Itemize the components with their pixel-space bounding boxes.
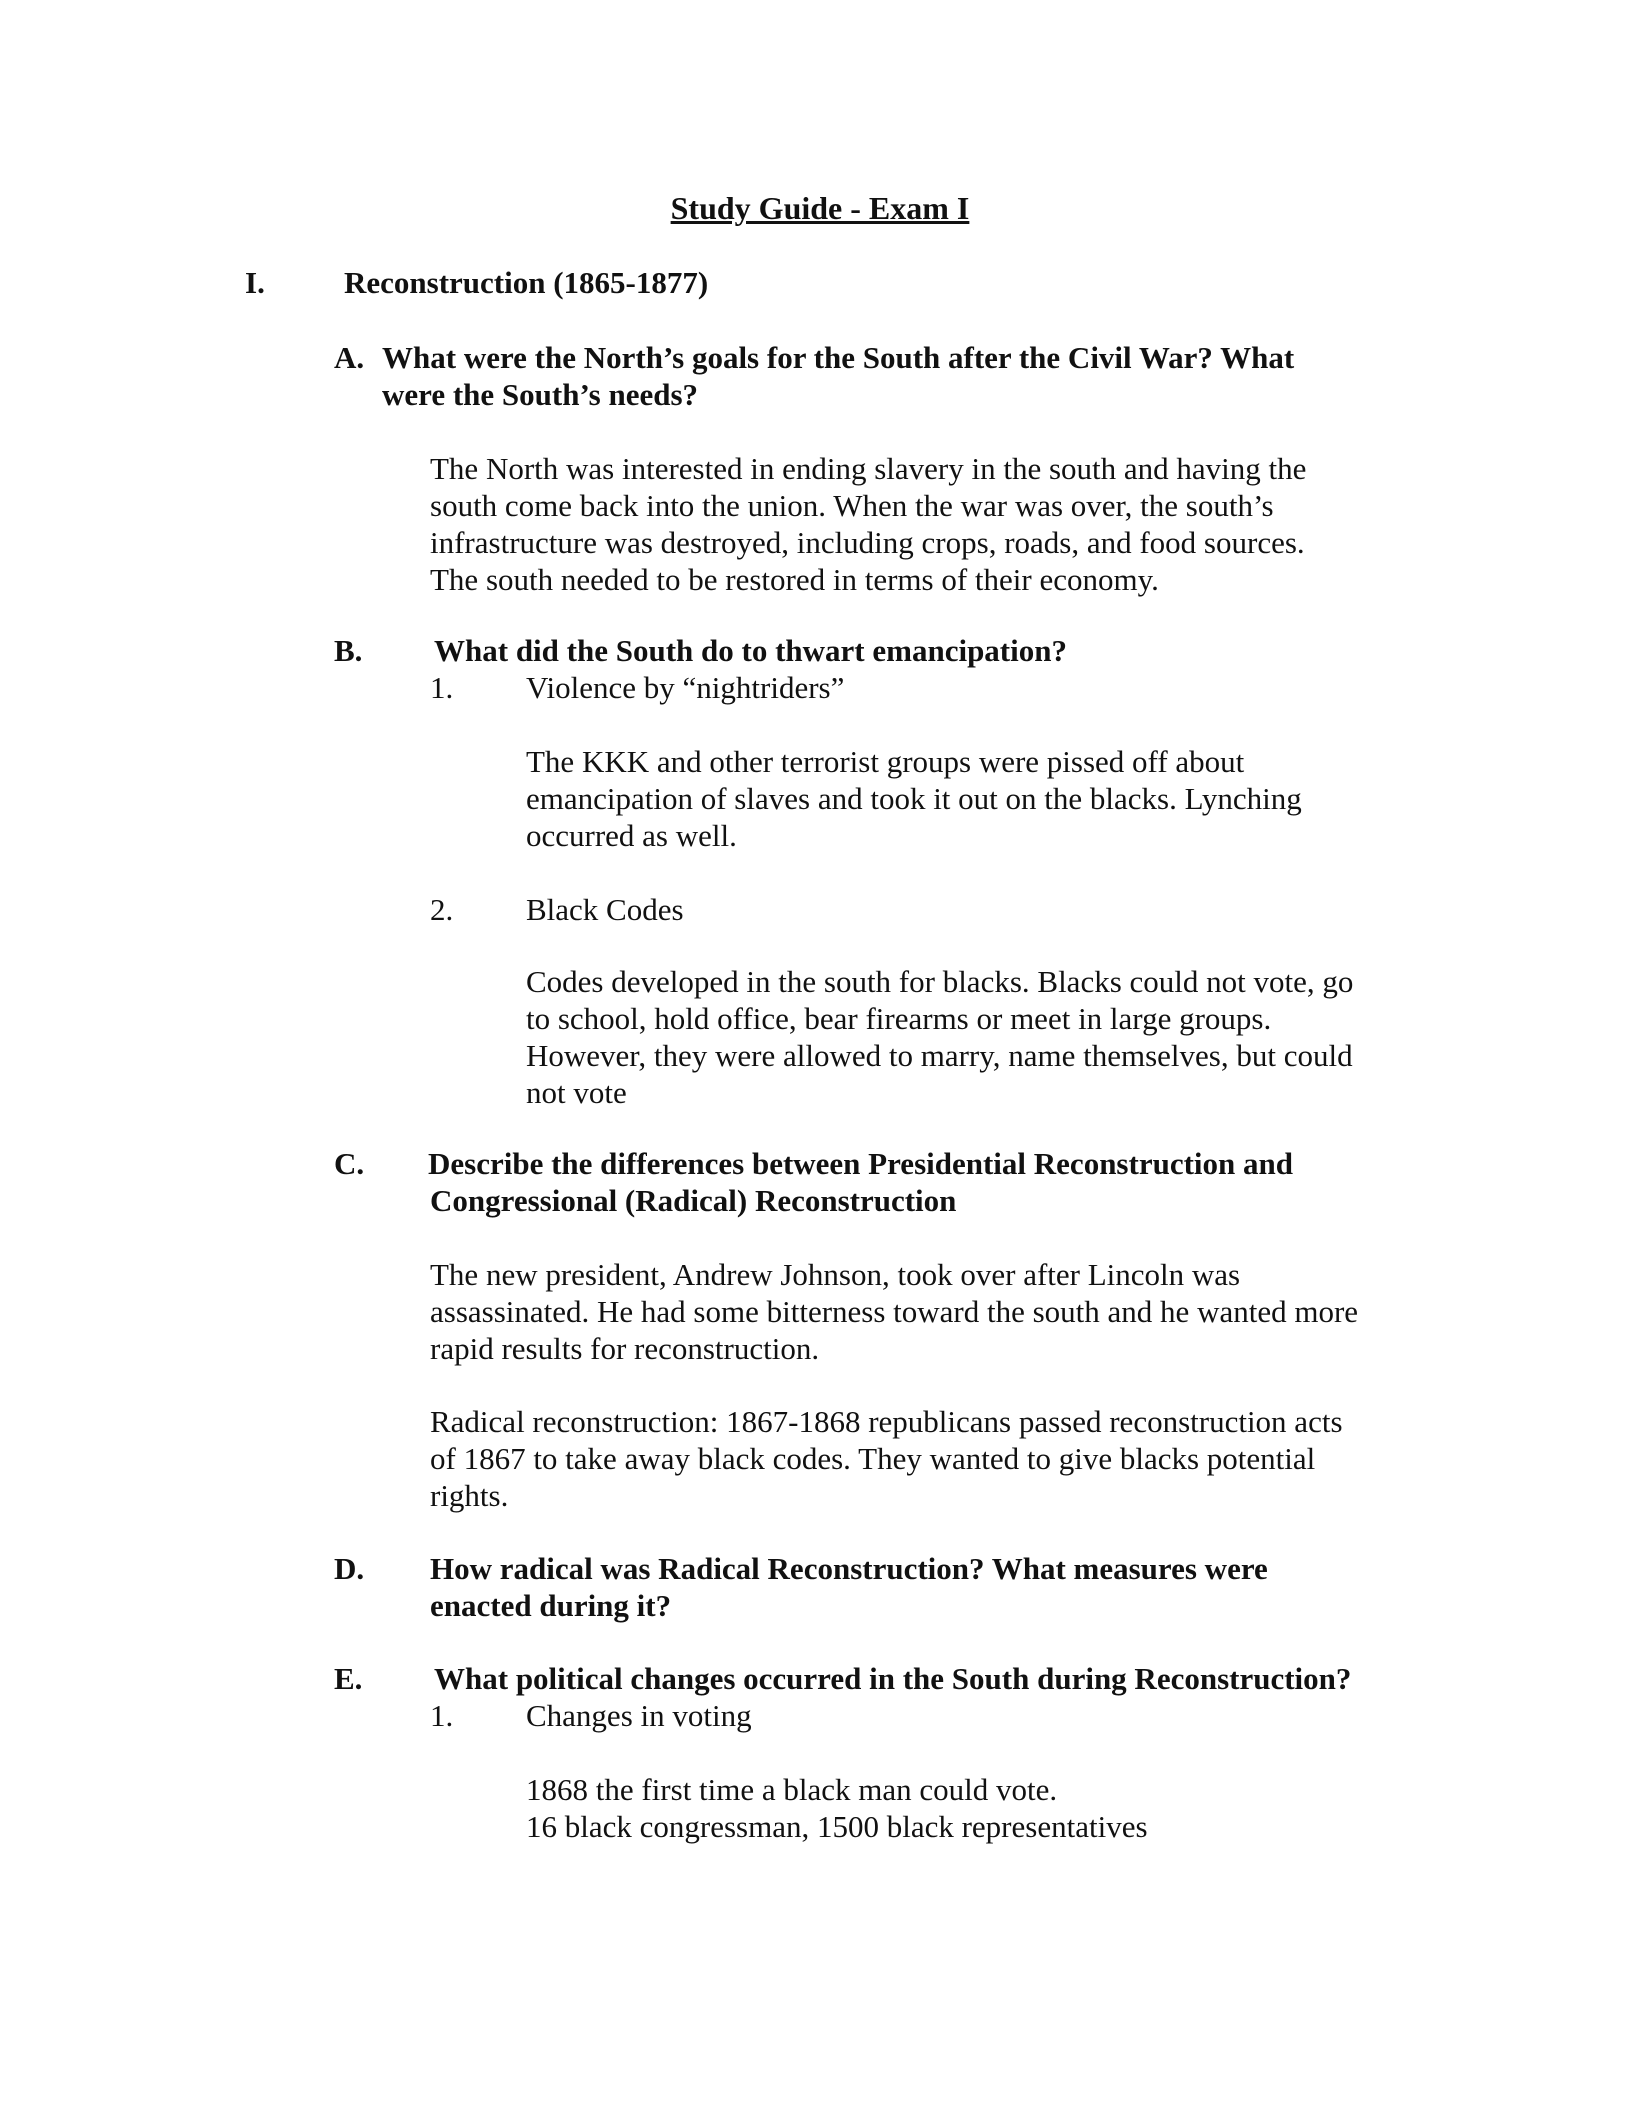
item-b1-label: Violence by “nightriders” xyxy=(526,670,845,705)
answer-c-line: rapid results for reconstruction. xyxy=(430,1331,820,1366)
question-c-line-1: Describe the differences between Presidential Reconstruction and xyxy=(428,1146,1293,1181)
question-b-letter: B. xyxy=(334,633,363,668)
item-b1-line: The KKK and other terrorist groups were pissed off about xyxy=(526,744,1245,779)
answer-c-presidential xyxy=(430,1256,1358,1367)
answer-c-line: rights. xyxy=(430,1478,509,1513)
item-e1-number: 1. xyxy=(430,1698,454,1733)
answer-a-line: The North was interested in ending slavery in the south and having the xyxy=(430,451,1307,486)
section-numeral: I. xyxy=(245,265,265,300)
item-b1-line: emancipation of slaves and took it out on the blacks. Lynching xyxy=(526,781,1302,816)
item-b1-line: occurred as well. xyxy=(526,818,737,853)
item-e1-line: 16 black congressman, 1500 black representatives xyxy=(526,1809,1148,1844)
question-d-line-2: enacted during it? xyxy=(430,1588,672,1623)
question-e-letter: E. xyxy=(334,1661,363,1696)
question-c-line-2: Congressional (Radical) Reconstruction xyxy=(430,1183,957,1218)
item-b2-label: Black Codes xyxy=(526,892,684,927)
answer-a xyxy=(430,450,1306,598)
answer-a-line: infrastructure was destroyed, including crops, roads, and food sources. xyxy=(430,525,1305,560)
answer-c-line: of 1867 to take away black codes. They wanted to give blacks potential xyxy=(430,1441,1316,1476)
question-d-line-1: How radical was Radical Reconstruction? What measures were xyxy=(430,1551,1268,1586)
item-b2-line: to school, hold office, bear firearms or meet in large groups. xyxy=(526,1001,1272,1036)
item-e1-text xyxy=(526,1771,1148,1845)
question-b-text: What did the South do to thwart emancipation? xyxy=(434,633,1067,668)
item-b2-line: not vote xyxy=(526,1075,627,1110)
answer-c-line: assassinated. He had some bitterness toward the south and he wanted more xyxy=(430,1294,1359,1329)
item-b1-number: 1. xyxy=(430,670,454,705)
item-b2-number: 2. xyxy=(430,892,454,927)
question-d-letter: D. xyxy=(334,1551,365,1586)
document-title: Study Guide - Exam I xyxy=(670,190,970,226)
answer-a-line: south come back into the union. When the war was over, the south’s xyxy=(430,488,1274,523)
item-b1-text xyxy=(526,743,1302,854)
question-c-letter: C. xyxy=(334,1146,365,1181)
item-e1-line: 1868 the first time a black man could vote. xyxy=(526,1772,1058,1807)
item-e1-label: Changes in voting xyxy=(526,1698,752,1733)
item-b2-line: However, they were allowed to marry, name themselves, but could xyxy=(526,1038,1353,1073)
item-b2-line: Codes developed in the south for blacks. Blacks could not vote, go xyxy=(526,964,1354,999)
question-a-line-1: What were the North’s goals for the South after the Civil War? What xyxy=(382,340,1295,375)
section-heading: Reconstruction (1865-1877) xyxy=(344,265,709,300)
question-a-letter: A. xyxy=(334,340,365,375)
question-a-line-2: were the South’s needs? xyxy=(382,377,699,412)
answer-c-radical xyxy=(430,1403,1343,1514)
answer-a-line: The south needed to be restored in terms of their economy. xyxy=(430,562,1159,597)
answer-c-line: The new president, Andrew Johnson, took over after Lincoln was xyxy=(430,1257,1241,1292)
answer-c-line: Radical reconstruction: 1867-1868 republicans passed reconstruction acts xyxy=(430,1404,1343,1439)
item-b2-text xyxy=(526,963,1353,1111)
question-e-text: What political changes occurred in the South during Reconstruction? xyxy=(434,1661,1352,1696)
